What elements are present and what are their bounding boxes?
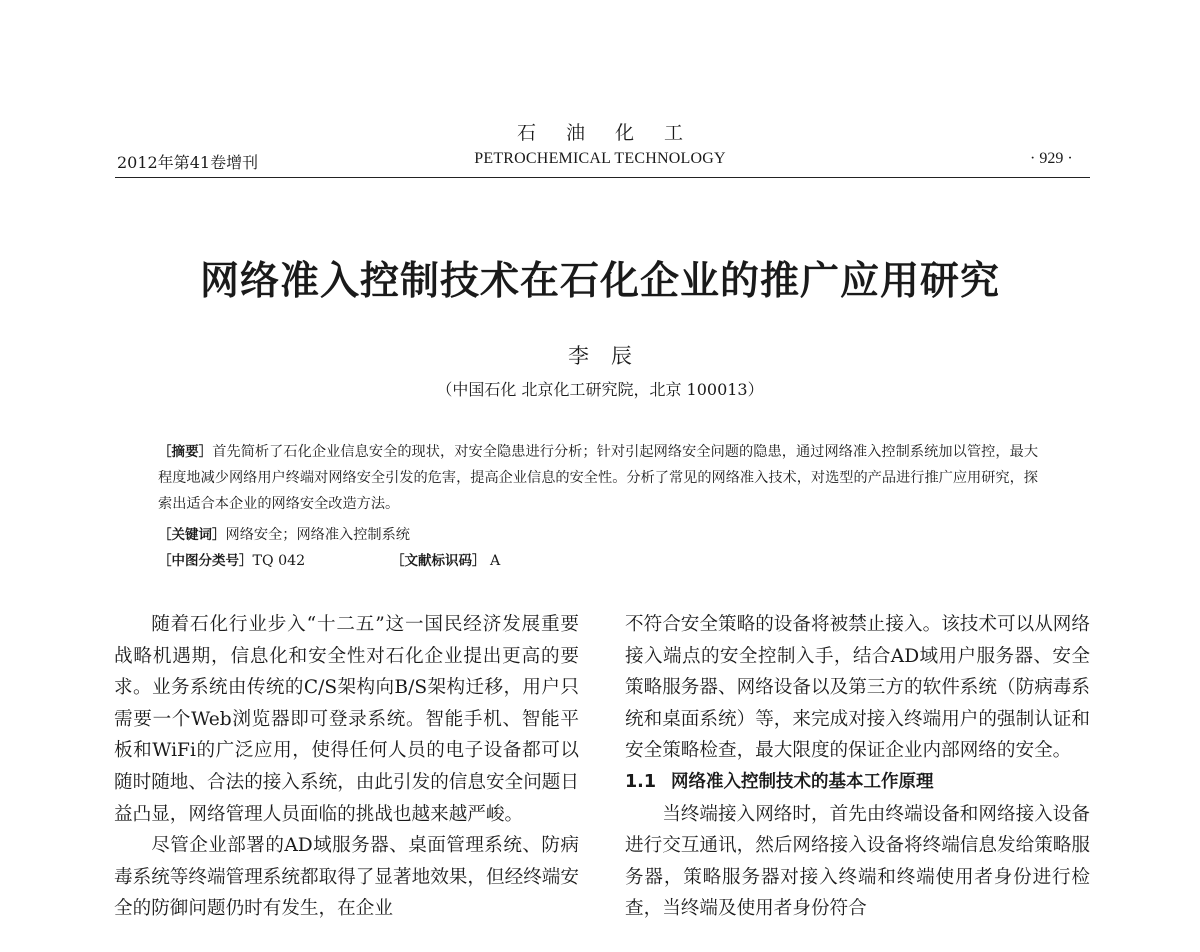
section-number: 1.1 bbox=[625, 771, 657, 792]
body-column-right bbox=[625, 609, 1090, 925]
journal-name-en: PETROCHEMICAL TECHNOLOGY bbox=[474, 150, 726, 167]
author-affiliation: （中国石化 北京化工研究院，北京 100013） bbox=[436, 380, 764, 399]
header-rule bbox=[115, 177, 1090, 178]
doc-code-value: A bbox=[490, 553, 501, 569]
classification bbox=[158, 548, 758, 574]
keywords bbox=[158, 522, 410, 548]
keywords-text: 网络安全；网络准入控制系统 bbox=[225, 527, 410, 543]
keywords-label: ［关键词］ bbox=[158, 527, 226, 543]
section-title: 网络准入控制技术的基本工作原理 bbox=[671, 771, 934, 792]
journal-name-cn: 石油化工 bbox=[516, 122, 713, 144]
article-title: 网络准入控制技术在石化企业的推广应用研究 bbox=[199, 259, 1000, 304]
document-code bbox=[391, 548, 500, 574]
page-number: · 929 · bbox=[1030, 150, 1073, 167]
section-heading bbox=[625, 767, 1090, 799]
body-column-left bbox=[114, 609, 579, 925]
author-name: 李辰 bbox=[568, 344, 654, 368]
body-paragraph: 尽管企业部署的AD域服务器、桌面管理系统、防病毒系统等终端管理系统都取得了显著地效果，但经终端安全的防御问题仍时有发生，在企业 bbox=[114, 835, 579, 920]
issue-info: 2012年第41卷增刊 bbox=[117, 153, 259, 172]
abstract bbox=[158, 439, 1038, 517]
clc-code: TQ 042 bbox=[252, 553, 306, 569]
body-paragraph: 随着石化行业步入“十二五”这一国民经济发展重要战略机遇期，信息化和安全性对石化企业提出更高的要求。业务系统由传统的C/S架构向B/S架构迁移，用户只需要一个Web浏览器即可登录系统。智能手机、智能平板和WiFi的广泛应用，使得任何人员的电子设备都可以随时随地、合法的接入系统，由此引发的信息安全问题日益凸显，网络管理人员面临的挑战也越来越严峻。 bbox=[114, 614, 579, 825]
doc-code-label: ［文献标识码］ bbox=[391, 553, 486, 569]
abstract-text: 首先简析了石化企业信息安全的现状，对安全隐患进行分析；针对引起网络安全问题的隐患，通过网络准入控制系统加以管控，最大程度地减少网络用户终端对网络安全引发的危害，提高企业信息的安全性。分析了常见的网络准入技术，对选型的产品进行推广应用研究，探索出适合本企业的网络安全改造方法。 bbox=[158, 444, 1039, 512]
abstract-label: ［摘要］ bbox=[158, 444, 213, 460]
body-paragraph: 不符合安全策略的设备将被禁止接入。该技术可以从网络接入端点的安全控制入手，结合AD域用户服务器、安全策略服务器、网络设备以及第三方的软件系统（防病毒系统和桌面系统）等，来完成对接入终端用户的强制认证和安全策略检查，最大限度的保证企业内部网络的安全。 bbox=[625, 614, 1090, 762]
body-paragraph: 当终端接入网络时，首先由终端设备和网络接入设备进行交互通讯，然后网络接入设备将终端信息发给策略服务器，策略服务器对接入终端和终端使用者身份进行检查，当终端及使用者身份符合 bbox=[625, 803, 1090, 920]
clc-label: ［中图分类号］ bbox=[158, 553, 253, 569]
